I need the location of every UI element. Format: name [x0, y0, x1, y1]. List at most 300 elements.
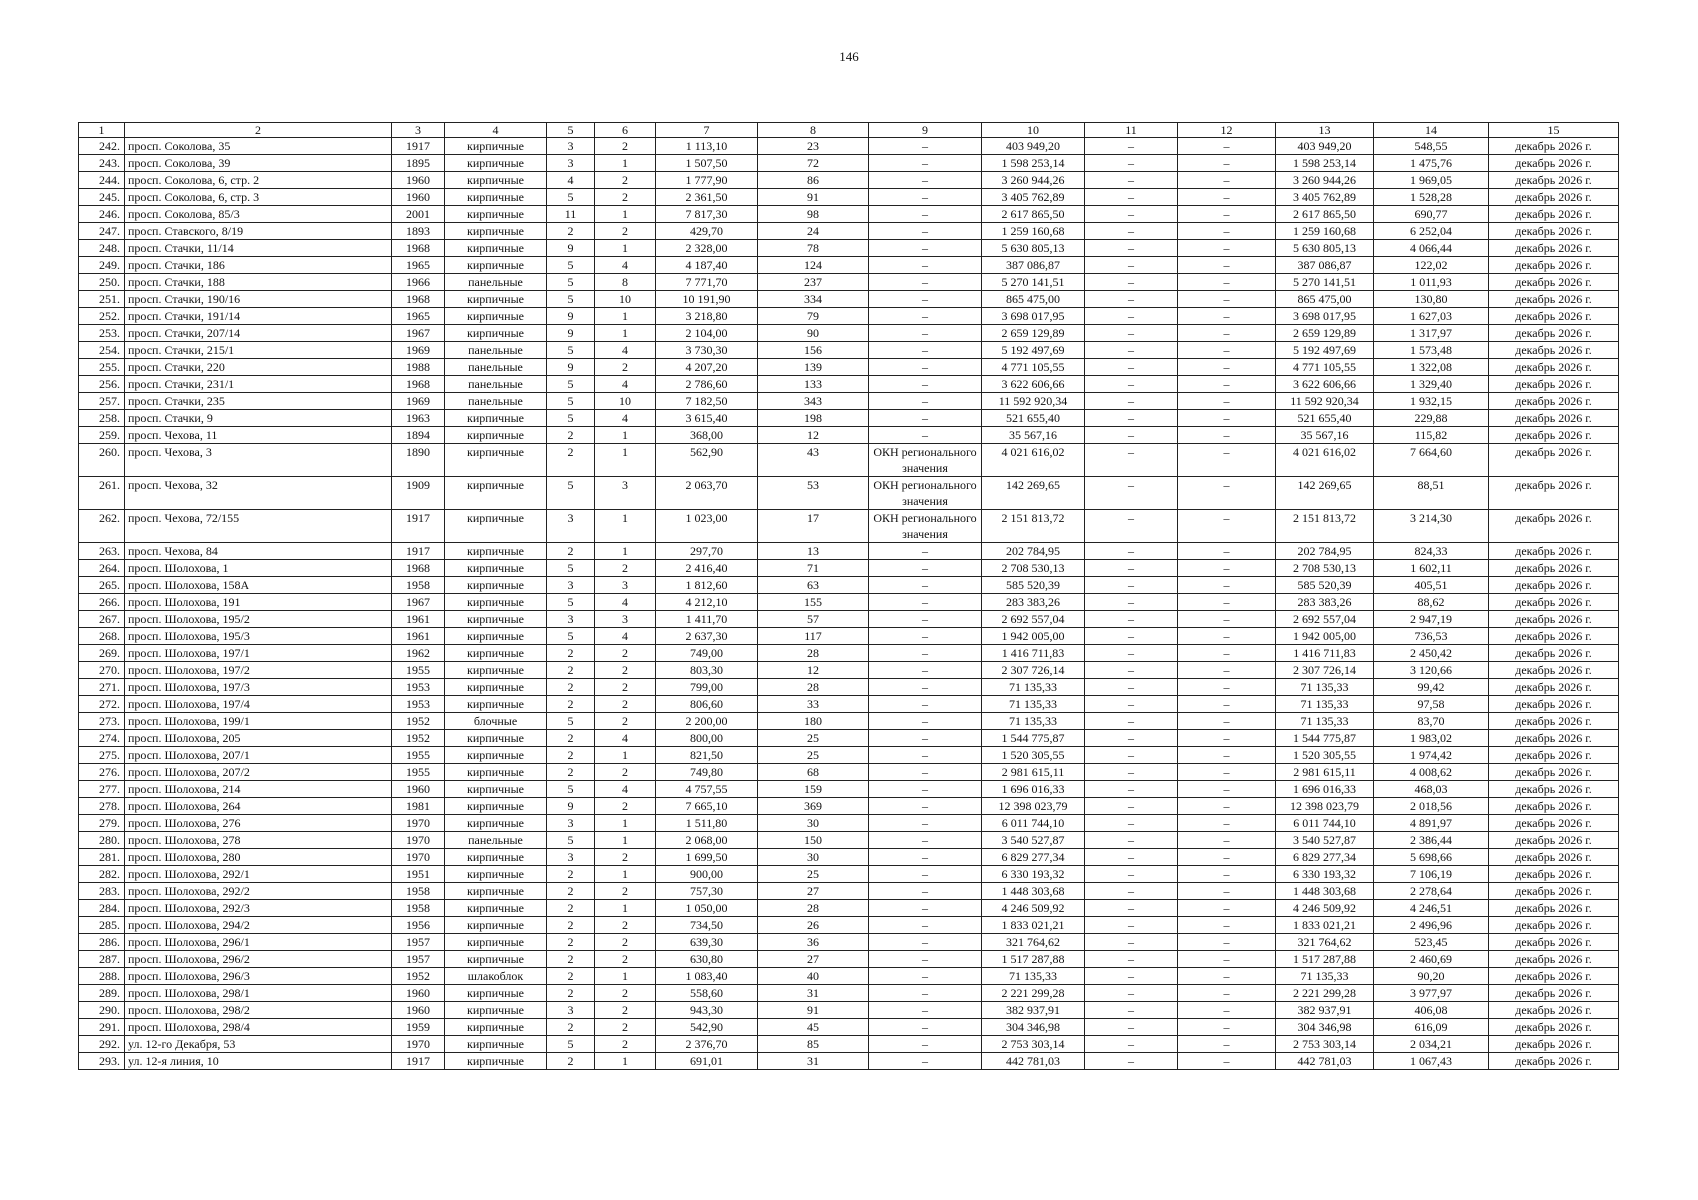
table-cell: 2 496,96: [1374, 917, 1489, 934]
table-cell: 2 617 865,50: [982, 206, 1085, 223]
table-cell: 1 511,80: [656, 815, 758, 832]
table-cell: 286.: [79, 934, 125, 951]
table-cell: декабрь 2026 г.: [1489, 427, 1619, 444]
table-cell: декабрь 2026 г.: [1489, 662, 1619, 679]
table-row: [79, 189, 1619, 206]
table-cell: 1: [595, 1053, 656, 1070]
table-cell: декабрь 2026 г.: [1489, 359, 1619, 376]
table-cell: 2 018,56: [1374, 798, 1489, 815]
table-cell: 35 567,16: [1276, 427, 1374, 444]
table-cell: –: [869, 393, 982, 410]
table-cell: –: [1178, 477, 1276, 510]
table-cell: просп. Шолохова, 191: [125, 594, 392, 611]
table-row: [79, 1053, 1619, 1070]
table-cell: 1 696 016,33: [1276, 781, 1374, 798]
table-cell: –: [1178, 713, 1276, 730]
table-cell: 1917: [392, 1053, 445, 1070]
table-cell: декабрь 2026 г.: [1489, 510, 1619, 543]
table-cell: 254.: [79, 342, 125, 359]
table-cell: 4: [547, 172, 595, 189]
table-cell: кирпичные: [445, 543, 547, 560]
table-cell: 1: [595, 427, 656, 444]
table-cell: просп. Соколова, 35: [125, 138, 392, 155]
table-cell: 71: [758, 560, 869, 577]
table-row: [79, 917, 1619, 934]
table-cell: декабрь 2026 г.: [1489, 206, 1619, 223]
table-cell: 242.: [79, 138, 125, 155]
column-header: 15: [1489, 123, 1619, 138]
table-cell: 2 753 303,14: [982, 1036, 1085, 1053]
table-cell: 25: [758, 747, 869, 764]
table-cell: –: [1085, 206, 1178, 223]
table-cell: –: [1178, 138, 1276, 155]
table-cell: 1 602,11: [1374, 560, 1489, 577]
table-cell: 245.: [79, 189, 125, 206]
table-cell: 4 771 105,55: [1276, 359, 1374, 376]
table-cell: декабрь 2026 г.: [1489, 883, 1619, 900]
table-row: [79, 560, 1619, 577]
table-cell: 297,70: [656, 543, 758, 560]
table-cell: кирпичные: [445, 594, 547, 611]
table-cell: декабрь 2026 г.: [1489, 798, 1619, 815]
table-cell: –: [1085, 713, 1178, 730]
table-cell: –: [1085, 308, 1178, 325]
table-cell: 31: [758, 985, 869, 1002]
table-cell: 1957: [392, 934, 445, 951]
table-cell: –: [1178, 798, 1276, 815]
table-cell: 11 592 920,34: [982, 393, 1085, 410]
table-cell: 1 259 160,68: [1276, 223, 1374, 240]
table-cell: 521 655,40: [1276, 410, 1374, 427]
table-cell: 1: [595, 815, 656, 832]
table-cell: –: [869, 1053, 982, 1070]
table-cell: кирпичные: [445, 781, 547, 798]
table-cell: –: [1085, 155, 1178, 172]
table-cell: кирпичные: [445, 662, 547, 679]
table-cell: 5 270 141,51: [982, 274, 1085, 291]
table-cell: декабрь 2026 г.: [1489, 543, 1619, 560]
table-cell: кирпичные: [445, 1019, 547, 1036]
table-cell: –: [869, 274, 982, 291]
table-cell: 3: [595, 577, 656, 594]
table-cell: 156: [758, 342, 869, 359]
table-cell: 142 269,65: [1276, 477, 1374, 510]
table-cell: 1 083,40: [656, 968, 758, 985]
table-cell: декабрь 2026 г.: [1489, 849, 1619, 866]
table-cell: 280.: [79, 832, 125, 849]
table-cell: 2: [595, 189, 656, 206]
table-cell: 1: [595, 155, 656, 172]
table-cell: –: [869, 325, 982, 342]
table-cell: 1952: [392, 713, 445, 730]
table-cell: 5 270 141,51: [1276, 274, 1374, 291]
table-cell: кирпичные: [445, 985, 547, 1002]
table-cell: 7 771,70: [656, 274, 758, 291]
table-cell: –: [1178, 342, 1276, 359]
table-cell: 6 829 277,34: [982, 849, 1085, 866]
table-cell: просп. Соколова, 85/3: [125, 206, 392, 223]
table-cell: 271.: [79, 679, 125, 696]
table-row: [79, 257, 1619, 274]
table-row: [79, 1019, 1619, 1036]
table-cell: –: [1178, 577, 1276, 594]
table-cell: 1960: [392, 172, 445, 189]
table-cell: декабрь 2026 г.: [1489, 832, 1619, 849]
table-cell: 12: [758, 427, 869, 444]
table-cell: ул. 12-го Декабря, 53: [125, 1036, 392, 1053]
table-cell: –: [1178, 393, 1276, 410]
table-cell: –: [869, 645, 982, 662]
column-header: 5: [547, 123, 595, 138]
table-cell: декабрь 2026 г.: [1489, 393, 1619, 410]
table-cell: 1 598 253,14: [982, 155, 1085, 172]
table-cell: –: [869, 376, 982, 393]
table-cell: –: [869, 662, 982, 679]
table-cell: 1966: [392, 274, 445, 291]
table-cell: –: [1178, 444, 1276, 477]
table-cell: 71 135,33: [982, 696, 1085, 713]
table-cell: 2: [595, 138, 656, 155]
table-row: [79, 1036, 1619, 1053]
table-cell: 3: [547, 611, 595, 628]
table-row: [79, 240, 1619, 257]
table-cell: 2: [595, 985, 656, 1002]
table-cell: 8: [595, 274, 656, 291]
table-cell: –: [1085, 410, 1178, 427]
table-cell: 1 974,42: [1374, 747, 1489, 764]
table-cell: просп. Стачки, 220: [125, 359, 392, 376]
table-cell: 1967: [392, 594, 445, 611]
table-cell: 1 507,50: [656, 155, 758, 172]
table-cell: 71 135,33: [982, 679, 1085, 696]
table-cell: ОКН регионального значения: [869, 444, 982, 477]
table-cell: 3 120,66: [1374, 662, 1489, 679]
table-cell: просп. Соколова, 6, стр. 3: [125, 189, 392, 206]
table-cell: кирпичные: [445, 849, 547, 866]
table-cell: 429,70: [656, 223, 758, 240]
table-cell: 585 520,39: [1276, 577, 1374, 594]
table-cell: –: [869, 747, 982, 764]
table-cell: 2 981 615,11: [1276, 764, 1374, 781]
table-cell: декабрь 2026 г.: [1489, 713, 1619, 730]
table-cell: –: [1085, 1053, 1178, 1070]
table-cell: –: [1085, 951, 1178, 968]
table-cell: 3 977,97: [1374, 985, 1489, 1002]
table-cell: 237: [758, 274, 869, 291]
table-cell: –: [869, 866, 982, 883]
table-cell: просп. Шолохова, 298/2: [125, 1002, 392, 1019]
table-cell: 442 781,03: [1276, 1053, 1374, 1070]
table-cell: 2 617 865,50: [1276, 206, 1374, 223]
table-cell: декабрь 2026 г.: [1489, 410, 1619, 427]
table-cell: 4: [595, 594, 656, 611]
table-cell: 2: [595, 223, 656, 240]
table-cell: –: [1085, 798, 1178, 815]
table-cell: 124: [758, 257, 869, 274]
table-row: [79, 427, 1619, 444]
table-cell: –: [1085, 577, 1178, 594]
table-row: [79, 410, 1619, 427]
table-cell: 2: [595, 798, 656, 815]
table-cell: 6 330 193,32: [982, 866, 1085, 883]
table-cell: 2 063,70: [656, 477, 758, 510]
table-row: [79, 815, 1619, 832]
table-cell: 1 067,43: [1374, 1053, 1489, 1070]
table-cell: 1967: [392, 325, 445, 342]
table-cell: 2 221 299,28: [1276, 985, 1374, 1002]
table-cell: –: [869, 291, 982, 308]
table-cell: 99,42: [1374, 679, 1489, 696]
table-cell: –: [869, 342, 982, 359]
table-cell: 253.: [79, 325, 125, 342]
table-cell: 90,20: [1374, 968, 1489, 985]
table-cell: 4 246 509,92: [982, 900, 1085, 917]
table-cell: –: [1178, 747, 1276, 764]
table-cell: 2 068,00: [656, 832, 758, 849]
table-cell: 115,82: [1374, 427, 1489, 444]
table-row: [79, 883, 1619, 900]
table-cell: 1893: [392, 223, 445, 240]
table-cell: 865 475,00: [1276, 291, 1374, 308]
table-cell: 274.: [79, 730, 125, 747]
table-cell: –: [869, 900, 982, 917]
table-cell: 262.: [79, 510, 125, 543]
table-cell: декабрь 2026 г.: [1489, 325, 1619, 342]
table-cell: просп. Шолохова, 197/3: [125, 679, 392, 696]
table-cell: кирпичные: [445, 934, 547, 951]
table-cell: 1: [595, 308, 656, 325]
table-cell: 31: [758, 1053, 869, 1070]
table-cell: кирпичные: [445, 223, 547, 240]
table-cell: 1 411,70: [656, 611, 758, 628]
table-cell: 1 833 021,21: [982, 917, 1085, 934]
table-cell: просп. Шолохова, 158А: [125, 577, 392, 594]
table-cell: 1: [595, 866, 656, 883]
table-cell: –: [869, 985, 982, 1002]
table-cell: –: [1178, 155, 1276, 172]
table-cell: просп. Шолохова, 298/1: [125, 985, 392, 1002]
table-cell: –: [1178, 781, 1276, 798]
column-header: 11: [1085, 123, 1178, 138]
table-cell: –: [1178, 764, 1276, 781]
table-cell: декабрь 2026 г.: [1489, 985, 1619, 1002]
table-cell: 3: [547, 1002, 595, 1019]
table-cell: –: [869, 696, 982, 713]
table-cell: –: [869, 781, 982, 798]
table-cell: панельные: [445, 359, 547, 376]
table-cell: кирпичные: [445, 240, 547, 257]
table-cell: 3 540 527,87: [982, 832, 1085, 849]
table-cell: декабрь 2026 г.: [1489, 560, 1619, 577]
table-cell: 1 011,93: [1374, 274, 1489, 291]
table-cell: 4 187,40: [656, 257, 758, 274]
table-cell: 542,90: [656, 1019, 758, 1036]
table-cell: 4: [595, 342, 656, 359]
table-cell: 2: [595, 359, 656, 376]
table-cell: 5 192 497,69: [982, 342, 1085, 359]
column-header: 1: [79, 123, 125, 138]
table-cell: декабрь 2026 г.: [1489, 747, 1619, 764]
table-cell: 4: [595, 781, 656, 798]
table-cell: 10 191,90: [656, 291, 758, 308]
table-cell: 1: [595, 900, 656, 917]
table-cell: 28: [758, 900, 869, 917]
table-cell: просп. Шолохова, 296/1: [125, 934, 392, 951]
table-cell: просп. Стачки, 207/14: [125, 325, 392, 342]
table-cell: 4 066,44: [1374, 240, 1489, 257]
table-cell: 1 448 303,68: [1276, 883, 1374, 900]
table-cell: кирпичные: [445, 172, 547, 189]
table-row: [79, 747, 1619, 764]
table-cell: 98: [758, 206, 869, 223]
table-cell: –: [869, 172, 982, 189]
table-cell: декабрь 2026 г.: [1489, 1053, 1619, 1070]
table-cell: 68: [758, 764, 869, 781]
table-cell: 10: [595, 291, 656, 308]
table-cell: 2: [595, 764, 656, 781]
table-cell: 130,80: [1374, 291, 1489, 308]
table-cell: 304 346,98: [1276, 1019, 1374, 1036]
table-cell: 304 346,98: [982, 1019, 1085, 1036]
table-cell: просп. Шолохова, 1: [125, 560, 392, 577]
table-cell: кирпичные: [445, 883, 547, 900]
table-cell: –: [869, 798, 982, 815]
table-cell: 1951: [392, 866, 445, 883]
table-cell: просп. Стачки, 11/14: [125, 240, 392, 257]
table-cell: 1 023,00: [656, 510, 758, 543]
table-row: [79, 713, 1619, 730]
table-cell: –: [1178, 206, 1276, 223]
table-cell: 2 328,00: [656, 240, 758, 257]
column-header: 3: [392, 123, 445, 138]
table-cell: просп. Шолохова, 197/1: [125, 645, 392, 662]
table-cell: 5: [547, 274, 595, 291]
table-cell: –: [1085, 189, 1178, 206]
table-cell: 1895: [392, 155, 445, 172]
table-cell: –: [1085, 560, 1178, 577]
table-cell: –: [869, 713, 982, 730]
table-cell: 159: [758, 781, 869, 798]
table-cell: просп. Стачки, 191/14: [125, 308, 392, 325]
table-cell: –: [1085, 1002, 1178, 1019]
table-cell: 4 246 509,92: [1276, 900, 1374, 917]
table-cell: –: [1178, 662, 1276, 679]
table-cell: 1 416 711,83: [982, 645, 1085, 662]
table-cell: 321 764,62: [1276, 934, 1374, 951]
table-cell: –: [1085, 393, 1178, 410]
table-cell: –: [1178, 510, 1276, 543]
table-cell: 288.: [79, 968, 125, 985]
table-cell: 229,88: [1374, 410, 1489, 427]
table-cell: 9: [547, 325, 595, 342]
table-cell: 2 221 299,28: [982, 985, 1085, 1002]
table-cell: 691,01: [656, 1053, 758, 1070]
table-cell: 25: [758, 730, 869, 747]
table-cell: 2: [595, 713, 656, 730]
table-cell: 2 786,60: [656, 376, 758, 393]
table-cell: –: [1085, 883, 1178, 900]
table-cell: 4 771 105,55: [982, 359, 1085, 376]
table-cell: 3 622 606,66: [982, 376, 1085, 393]
table-cell: панельные: [445, 376, 547, 393]
table-cell: 281.: [79, 849, 125, 866]
table-cell: 79: [758, 308, 869, 325]
table-cell: 12 398 023,79: [1276, 798, 1374, 815]
column-header: 2: [125, 123, 392, 138]
table-cell: 406,08: [1374, 1002, 1489, 1019]
table-cell: панельные: [445, 274, 547, 291]
table-cell: –: [869, 730, 982, 747]
table-row: [79, 934, 1619, 951]
table-cell: кирпичные: [445, 917, 547, 934]
table-cell: 57: [758, 611, 869, 628]
table-cell: кирпичные: [445, 628, 547, 645]
table-cell: 33: [758, 696, 869, 713]
table-cell: 2: [547, 543, 595, 560]
table-cell: просп. Стачки, 235: [125, 393, 392, 410]
table-cell: кирпичные: [445, 308, 547, 325]
table-cell: 1968: [392, 376, 445, 393]
table-cell: 2 947,19: [1374, 611, 1489, 628]
table-cell: декабрь 2026 г.: [1489, 696, 1619, 713]
table-cell: –: [1085, 274, 1178, 291]
table-cell: 71 135,33: [1276, 713, 1374, 730]
table-cell: 1: [595, 543, 656, 560]
table-cell: 5: [547, 781, 595, 798]
table-cell: 2: [547, 645, 595, 662]
table-cell: 9: [547, 359, 595, 376]
table-cell: –: [1178, 1019, 1276, 1036]
table-cell: 97,58: [1374, 696, 1489, 713]
table-cell: кирпичные: [445, 798, 547, 815]
table-cell: 2: [595, 849, 656, 866]
table-cell: 142 269,65: [982, 477, 1085, 510]
table-cell: 6 011 744,10: [1276, 815, 1374, 832]
table-cell: 1970: [392, 849, 445, 866]
table-cell: 2 200,00: [656, 713, 758, 730]
table-cell: декабрь 2026 г.: [1489, 223, 1619, 240]
table-cell: 13: [758, 543, 869, 560]
table-cell: 2: [547, 1053, 595, 1070]
table-cell: 943,30: [656, 1002, 758, 1019]
table-cell: –: [1178, 543, 1276, 560]
table-cell: –: [1085, 781, 1178, 798]
table-cell: 12 398 023,79: [982, 798, 1085, 815]
table-cell: 24: [758, 223, 869, 240]
table-cell: 4: [595, 628, 656, 645]
table-cell: просп. Чехова, 72/155: [125, 510, 392, 543]
table-cell: –: [1178, 1036, 1276, 1053]
table-cell: 2 361,50: [656, 189, 758, 206]
table-cell: 268.: [79, 628, 125, 645]
table-cell: –: [1178, 359, 1276, 376]
table-cell: кирпичные: [445, 257, 547, 274]
table-cell: 1969: [392, 393, 445, 410]
table-row: [79, 342, 1619, 359]
table-cell: просп. Ставского, 8/19: [125, 223, 392, 240]
table-cell: 382 937,91: [982, 1002, 1085, 1019]
table-cell: 585 520,39: [982, 577, 1085, 594]
table-cell: 548,55: [1374, 138, 1489, 155]
table-cell: 2: [547, 917, 595, 934]
table-cell: 1 050,00: [656, 900, 758, 917]
table-cell: 1 942 005,00: [982, 628, 1085, 645]
table-cell: 1962: [392, 645, 445, 662]
table-cell: просп. Соколова, 39: [125, 155, 392, 172]
table-cell: 2 151 813,72: [1276, 510, 1374, 543]
table-cell: 43: [758, 444, 869, 477]
table-cell: 11 592 920,34: [1276, 393, 1374, 410]
